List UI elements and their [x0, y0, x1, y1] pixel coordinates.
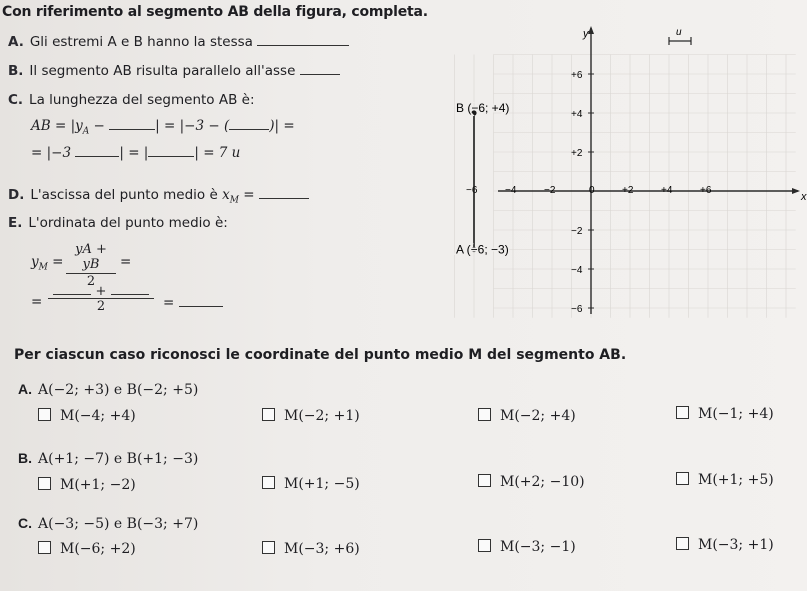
item-d: D. L'ascissa del punto medio è $x_M$ =: [8, 186, 309, 206]
x-tick-label: +6: [700, 185, 712, 196]
checkbox[interactable]: [676, 406, 689, 419]
checkbox[interactable]: [38, 408, 51, 421]
y-arrow-icon: [588, 26, 594, 34]
x-tick-label: 0: [589, 185, 595, 196]
option[interactable]: M(+1; −2): [38, 477, 136, 493]
y-axis-label: y: [583, 28, 589, 40]
ym-equals: =: [120, 254, 132, 270]
answer-blank[interactable]: [53, 282, 91, 295]
checkbox[interactable]: [478, 539, 491, 552]
option[interactable]: M(+1; +5): [676, 472, 774, 488]
option[interactable]: M(−3; +1): [676, 537, 774, 553]
option[interactable]: M(−2; +1): [262, 408, 360, 424]
option[interactable]: M(−2; +4): [478, 408, 576, 424]
checkbox[interactable]: [676, 472, 689, 485]
option[interactable]: M(−6; +2): [38, 541, 136, 557]
item-b: B. Il segmento AB risulta parallelo all'asse: [8, 62, 340, 79]
unit-label: u: [676, 27, 682, 38]
coordinate-graph: [456, 22, 807, 322]
y-tick-label: −6: [571, 304, 583, 315]
y-tick-label: +2: [571, 148, 583, 159]
y-tick-label: −2: [571, 226, 583, 237]
option[interactable]: M(−3; +6): [262, 541, 360, 557]
x-tick-label: +4: [661, 185, 673, 196]
question-c: C. A(−3; −5) e B(−3; +7): [18, 515, 199, 532]
point-a-label: A (−6; −3): [456, 242, 509, 257]
exercise2-title: Per ciascun caso riconosci le coordinate del punto medio M del segmento AB.: [14, 347, 627, 363]
checkbox[interactable]: [262, 476, 275, 489]
option[interactable]: M(−1; +4): [676, 406, 774, 422]
y-tick-label: +4: [571, 109, 583, 120]
y-tick-label: −4: [571, 265, 583, 276]
answer-blank[interactable]: [109, 117, 155, 130]
checkbox[interactable]: [478, 474, 491, 487]
fill-equals: =: [31, 294, 43, 310]
answer-blank[interactable]: [75, 144, 119, 157]
ym-lhs: $y_M$ =: [31, 254, 64, 273]
y-tick-label: +6: [571, 70, 583, 81]
answer-blank[interactable]: [257, 33, 349, 46]
ym-fraction: $\frac{yA + yB}{2}$: [66, 242, 116, 289]
fill-result: =: [163, 294, 223, 311]
option[interactable]: M(+1; −5): [262, 476, 360, 492]
option[interactable]: M(+2; −10): [478, 474, 585, 490]
answer-blank[interactable]: [259, 186, 309, 199]
checkbox[interactable]: [676, 537, 689, 550]
question-b: B. A(+1; −7) e B(+1; −3): [18, 450, 199, 467]
checkbox[interactable]: [478, 408, 491, 421]
length-line-2: = |−3 | = | | = 7 u: [31, 145, 241, 161]
point-b-label: B (−6; +4): [456, 101, 510, 115]
item-c: C. La lunghezza del segmento AB è:: [8, 92, 255, 108]
checkbox[interactable]: [262, 408, 275, 421]
x-tick-label: −2: [544, 185, 556, 196]
checkbox[interactable]: [262, 541, 275, 554]
checkbox[interactable]: [38, 541, 51, 554]
answer-blank[interactable]: [179, 294, 223, 307]
x-tick-label: −4: [505, 185, 517, 196]
answer-blank[interactable]: [229, 117, 269, 130]
question-a: A. A(−2; +3) e B(−2; +5): [18, 381, 199, 398]
answer-blank[interactable]: [111, 282, 149, 295]
checkbox[interactable]: [38, 477, 51, 490]
x-tick-label: −6: [466, 185, 478, 196]
exercise1-title: Con riferimento al segmento AB della figura, completa.: [2, 4, 428, 20]
length-line-1: AB = $|y_A$ − | = |−3 − ( )| =: [31, 118, 295, 137]
item-a: A. Gli estremi A e B hanno la stessa: [8, 33, 349, 50]
answer-blank[interactable]: [148, 144, 194, 157]
x-tick-label: +2: [622, 185, 634, 196]
option[interactable]: M(−4; +4): [38, 408, 136, 424]
item-e: E. L'ordinata del punto medio è:: [8, 215, 228, 231]
option[interactable]: M(−3; −1): [478, 539, 576, 555]
answer-blank[interactable]: [300, 62, 340, 75]
x-arrow-icon: [792, 188, 800, 194]
x-axis-label: x: [801, 191, 807, 203]
fill-fraction: + 2: [48, 282, 154, 314]
